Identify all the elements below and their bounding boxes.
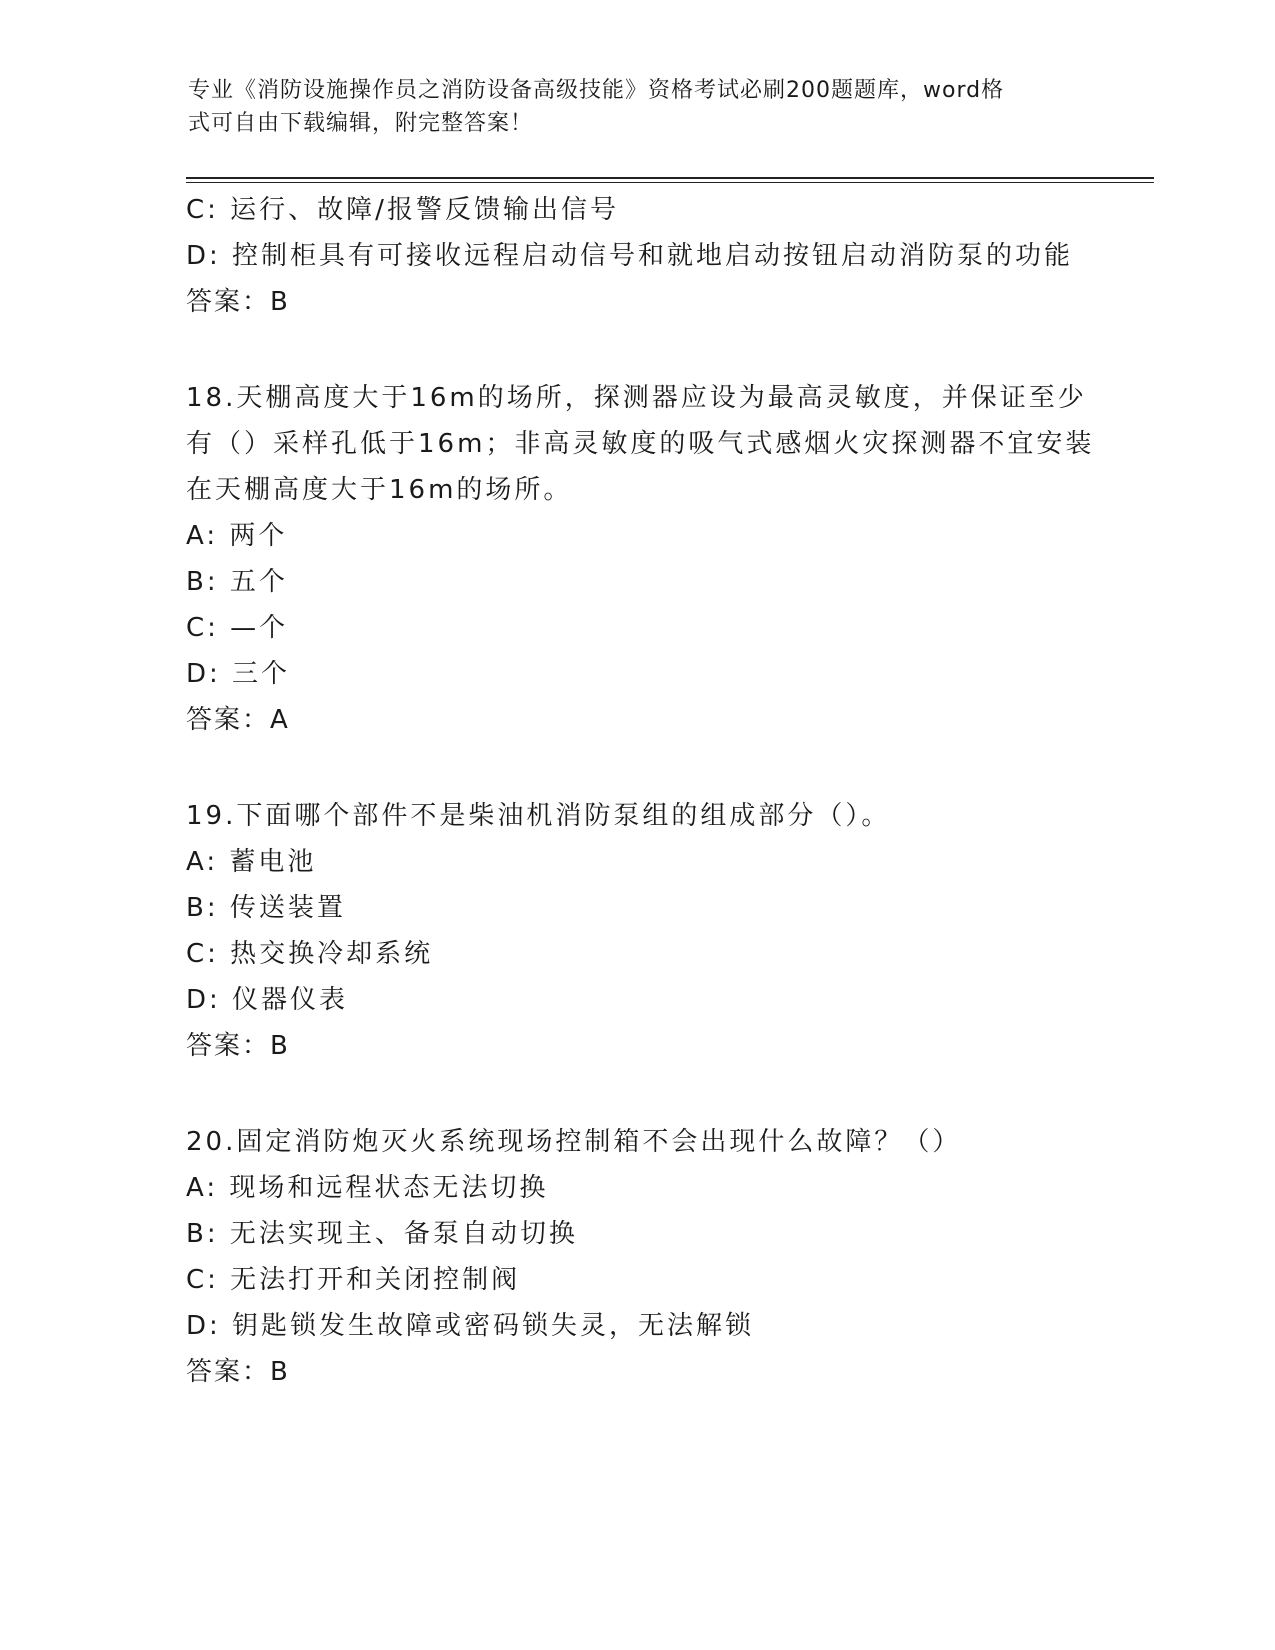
question-list — [186, 187, 1095, 1395]
header-divider-thick — [186, 177, 1154, 179]
answer-line: 答案：B — [186, 287, 290, 317]
question-18 — [186, 375, 1095, 743]
header-line-1: 专业《消防设施操作员之消防设备高级技能》资格考试必刷200题题库，word格 — [188, 78, 1005, 103]
question-19 — [186, 793, 1086, 1069]
question-text — [186, 1119, 1086, 1165]
option-a: A: 两个 — [186, 521, 288, 551]
question-text-line: 18.天棚高度大于16m的场所，探测器应设为最高灵敏度，并保证至少 — [186, 383, 1087, 413]
option-b: B: 无法实现主、备泵自动切换 — [186, 1219, 578, 1249]
document-header — [188, 74, 1068, 140]
answer-line: 答案：B — [186, 1031, 290, 1061]
question-text-line: 19.下面哪个部件不是柴油机消防泵组的组成部分（）。 — [186, 801, 891, 831]
option-d: D: 三个 — [186, 659, 291, 689]
option-c: C: 运行、故障/报警反馈输出信号 — [186, 195, 619, 225]
answer-line: 答案：B — [186, 1357, 290, 1387]
question-17-continued — [186, 187, 1086, 325]
option-d: D: 钥匙锁发生故障或密码锁失灵，无法解锁 — [186, 1311, 755, 1341]
header-divider-thin — [186, 182, 1154, 183]
option-d: D: 仪器仪表 — [186, 985, 349, 1015]
option-b: B: 传送装置 — [186, 893, 346, 923]
question-text-line: 在天棚高度大于16m的场所。 — [186, 475, 573, 505]
option-d: D: 控制柜具有可接收远程启动信号和就地启动按钮启动消防泵的功能 — [186, 241, 1074, 271]
option-b: B: 五个 — [186, 567, 288, 597]
question-text — [186, 375, 1095, 513]
option-c: C: 无法打开和关闭控制阀 — [186, 1265, 521, 1295]
question-20 — [186, 1119, 1086, 1395]
option-a: A: 现场和远程状态无法切换 — [186, 1173, 549, 1203]
answer-line: 答案：A — [186, 705, 290, 735]
option-c: C: 热交换冷却系统 — [186, 939, 434, 969]
option-c: C: —个 — [186, 613, 289, 643]
option-a: A: 蓄电池 — [186, 847, 317, 877]
question-text-line: 有（）采样孔低于16m；非高灵敏度的吸气式感烟火灾探测器不宜安装 — [186, 429, 1095, 459]
question-text-line: 20.固定消防炮灭火系统现场控制箱不会出现什么故障？（） — [186, 1127, 962, 1157]
header-line-2: 式可自由下载编辑，附完整答案！ — [188, 111, 534, 136]
question-text — [186, 793, 1086, 839]
